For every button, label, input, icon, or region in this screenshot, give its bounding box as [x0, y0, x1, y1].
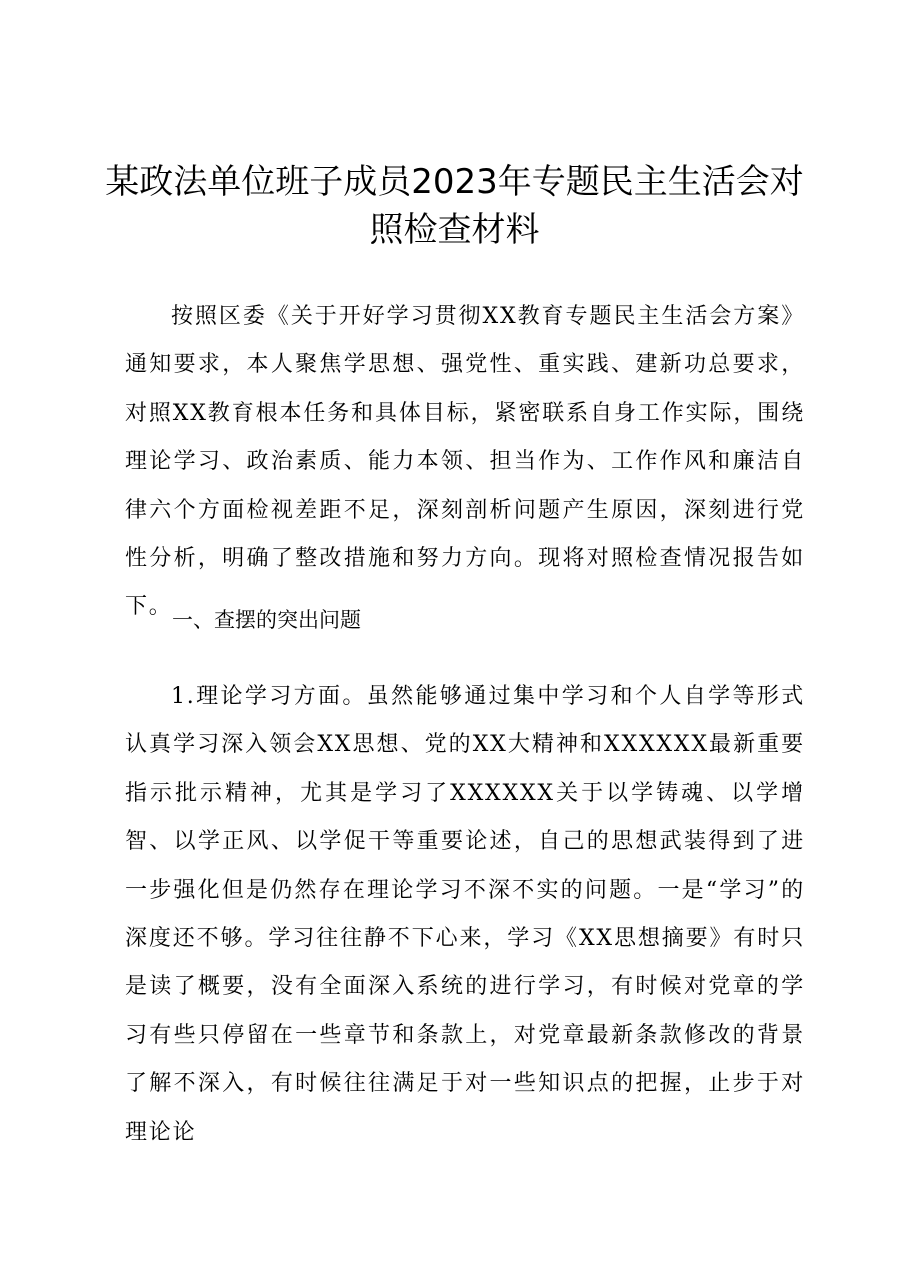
section-heading: 一、查摆的突出问题	[172, 608, 361, 632]
document-title: 某政法单位班子成员2023年专题民主生活会对照检查材料	[105, 162, 804, 250]
section-paragraph: 1.理论学习方面。虽然能够通过集中学习和个人自学等形式认真学习深入领会XX思想、党的XX大精神和XXXXXX最新重要指示批示精神，尤其是学习了XXXXXX关于以学铸魂、以学增智、以学正风、以学促干等重要论述，自己的思想武装得到了进一步强化但是仍然存在理论学习不深不实的问题。一是“学习”的深度还不够。学习往往静不下心来，学习《XX思想摘要》有时只是读了概要，没有全面深入系统的进行学习，有时候对党章的学习有些只停留在一些章节和条款上，对党章最新条款修改的背景了解不深入，有时候往往满足于对一些知识点的把握，止步于对理论论	[125, 684, 805, 1145]
intro-paragraph: 按照区委《关于开好学习贯彻XX教育专题民主生活会方案》通知要求，本人聚焦学思想、强党性、重实践、建新功总要求，对照XX教育根本任务和具体目标，紧密联系自身工作实际，围绕理论学习、政治素质、能力本领、担当作为、工作作风和廉洁自律六个方面检视差距不足，深刻剖析问题产生原因，深刻进行党性分析，明确了整改措施和努力方向。现将对照检查情况报告如下。	[125, 304, 805, 620]
